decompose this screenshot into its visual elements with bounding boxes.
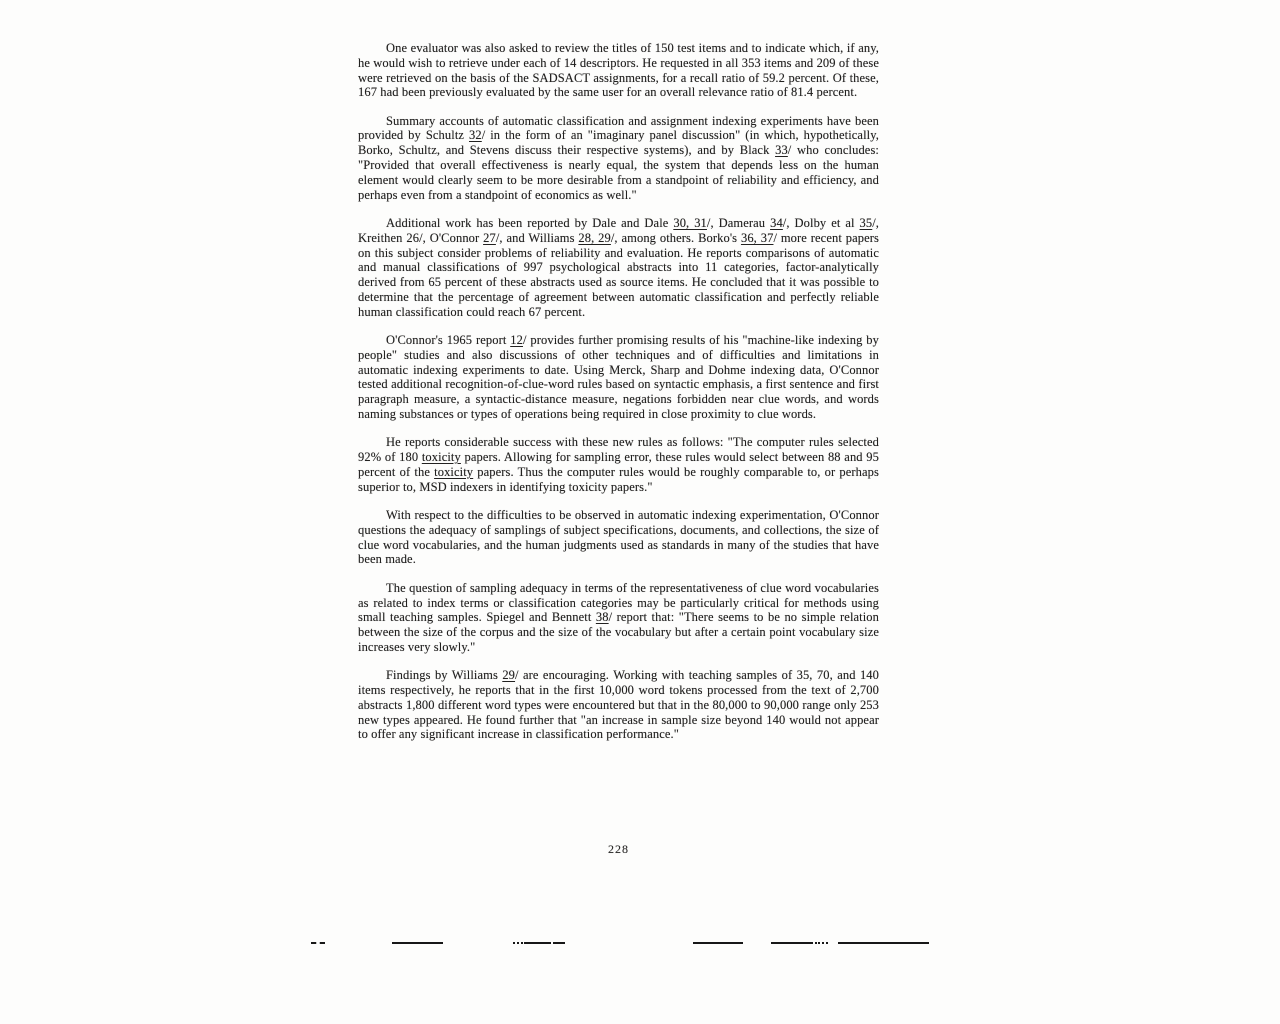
reference-underline: toxicity [421, 450, 461, 465]
text-run: / who concludes: "Provided that overall effectiveness is nearly equal, the system that depends less on the human element would clearly seem to be more desirable from a standpoint of reliability and efficiency, and perhaps even from a standpoint of economics as well." [358, 143, 879, 202]
scan-mark-7 [771, 942, 813, 944]
text-run: With respect to the difficulties to be observed in automatic indexing experimentation, O'Connor questions the adequacy of samplings of subject specifications, documents, and collections, the size of clue word vocabularies, and the human judgments used as standards in many of the studies that have been made. [358, 508, 879, 567]
scan-mark-5 [553, 942, 565, 944]
paragraph-8 [358, 668, 879, 742]
text-run: papers. Thus the computer rules would be roughly comparable to, or perhaps superior to, MSD indexers in identifying toxicity papers." [358, 464, 879, 494]
text-run: One evaluator was also asked to review the titles of 150 test items and to indicate which, if any, he would wish to retrieve under each of 14 descriptors. He requested in all 353 items and 209 of these were retrieved on the basis of the SADSACT assignments, for a recall ratio of 59.2 percent. Of these, 167 had been previously evaluated by the same user for an overall relevance ratio of 81.4 percent. [358, 41, 879, 100]
paragraph-1 [358, 41, 879, 100]
reference-underline: 33 [775, 143, 788, 158]
text-run: /, among others. Borko's [610, 230, 741, 245]
reference-underline: 35 [859, 215, 873, 230]
text-run: /, Kreithen 26/, O'Connor [358, 215, 880, 245]
paragraph-2 [358, 114, 879, 203]
reference-underline: 36, 37 [740, 230, 774, 245]
scan-mark-3 [513, 942, 523, 944]
text-run: Additional work has been reported by Dale and Dale [386, 215, 674, 230]
text-run: / are encouraging. Working with teaching samples of 35, 70, and 140 items respectively, he reports that in the first 10,000 word tokens processed from the text of 2,700 abstracts 1,800 different word types were encountered but that in the 80,000 to 90,000 range only 253 new types appeared. He found further that "an increase in sample size beyond 140 would not appear to offer any significant increase in classification performance." [358, 668, 879, 742]
paragraph-4 [358, 333, 879, 422]
text-run: / more recent papers on this subject consider problems of reliability and evaluation. He reports comparisons of automatic and manual classifications of 997 psychological abstracts into 11 categories, factor-analytically derived from 65 percent of these abstracts used as source items. He concluded that it was possible to determine that the percentage of agreement between automatic classification and perfectly reliable human classification could reach 67 percent. [358, 230, 879, 319]
scan-mark-2 [392, 942, 443, 944]
reference-underline: toxicity [434, 464, 474, 479]
scan-mark-8 [815, 942, 828, 944]
scan-mark-9 [838, 942, 929, 944]
text-run: The question of sampling adequacy in terms of the representativeness of clue word vocabularies as related to index terms or classification categories may be particularly critical for methods using small teaching samples. Spiegel and Bennett [358, 580, 879, 625]
text-run: / in the form of an "imaginary panel discussion" (in which, hypothetically, Borko, Schultz, and Stevens discuss their respective systems), and by Black [358, 128, 879, 158]
text-run: Summary accounts of automatic classification and assignment indexing experiments have been provided by Schultz [358, 113, 879, 143]
paragraph-7 [358, 581, 879, 655]
text-run: Findings by Williams [386, 668, 503, 683]
text-run: O'Connor's 1965 report [386, 333, 511, 348]
text-run: He reports considerable success with these new rules as follows: "The computer rules selected 92% of 180 [358, 435, 879, 465]
scan-mark-1 [311, 942, 325, 944]
reference-underline: 28, 29 [578, 230, 611, 245]
paragraph-5 [358, 435, 879, 494]
reference-underline: 38 [595, 610, 609, 625]
reference-underline: 32 [469, 128, 482, 143]
reference-underline: 27 [483, 230, 496, 245]
reference-underline: 29 [502, 668, 516, 683]
paragraph-3 [358, 216, 879, 320]
paragraph-6 [358, 508, 879, 567]
text-run: / report that: "There seems to be no simple relation between the size of the corpus and the size of the vocabulary but after a certain point vocabulary size increases very slowly." [358, 610, 880, 654]
scan-mark-6 [693, 942, 743, 944]
document-text-column [358, 41, 879, 756]
text-run: /, and Williams [495, 230, 579, 245]
scan-artifact-marks [0, 942, 1280, 946]
text-run: /, Dolby et al [782, 215, 860, 230]
text-run: papers. Allowing for sampling error, these rules would select between 88 and 95 percent of the [358, 450, 879, 479]
page-number: 228 [608, 842, 629, 856]
reference-underline: 12 [510, 333, 523, 348]
reference-underline: 30, 31 [673, 215, 707, 230]
scan-mark-4 [524, 942, 551, 944]
text-run: / provides further promising results of his "machine-like indexing by people" studies and also discussions of other techniques and of difficulties and limitations in automatic indexing experiments to date. Using Merck, Sharp and Dohme indexing data, O'Connor tested additional recognition-of-clue-word rules based on syntactic emphasis, a first sentence and first paragraph measure, a syntactic-distance measure, negations forbidden near clue words, and words naming substances or types of operations being required in close proximity to clue words. [358, 333, 879, 422]
text-run: /, Damerau [706, 215, 771, 230]
reference-underline: 34 [770, 215, 783, 230]
